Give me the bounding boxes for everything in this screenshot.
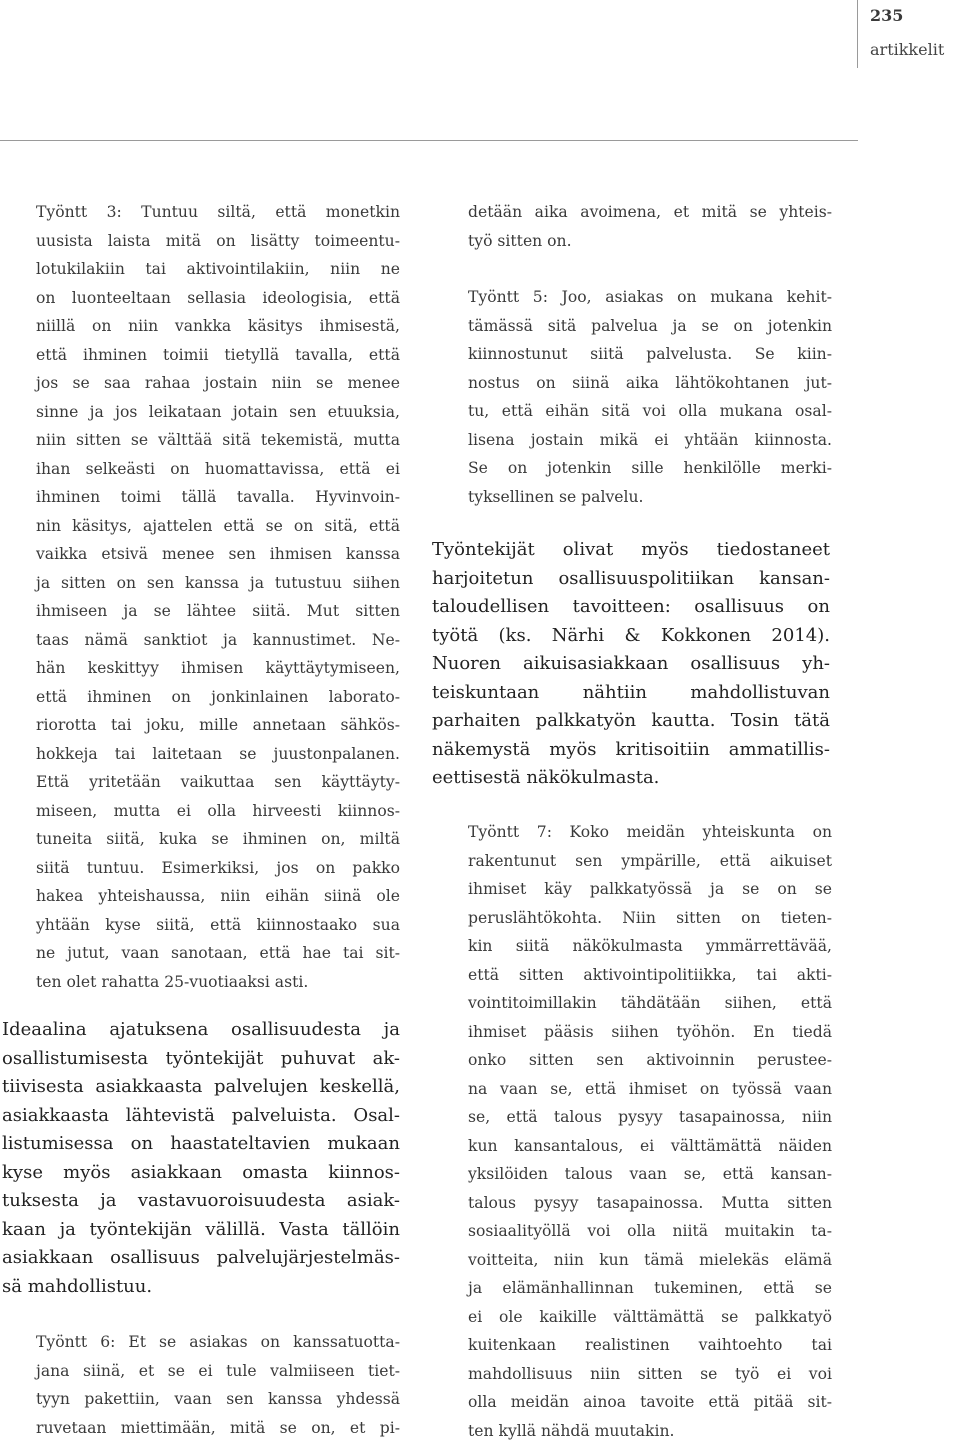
text-line: tuksesta ja vastavuoroisuudesta asiak- (2, 1187, 400, 1216)
text-line: rakentunut sen ympärille, että aikuiset (468, 847, 832, 876)
text-line: kun kansantalous, ei välttämättä näiden (468, 1132, 832, 1161)
text-line: nostus on siinä aika lähtökohtanen jut- (468, 369, 832, 398)
text-line: työ sitten on. (468, 227, 832, 256)
text-line: detään aika avoimena, et mitä se yhteis- (468, 198, 832, 227)
text-line: asiakkaasta lähtevistä palveluista. Osal- (2, 1102, 400, 1131)
text-line: jos se saa rahaa jostain niin se menee (36, 369, 400, 398)
text-line: ihmiset käy palkkatyössä ja se on se (468, 875, 832, 904)
text-line: ruvetaan miettimään, mitä se on, et pi- (36, 1414, 400, 1443)
text-line: Työntt 7: Koko meidän yhteiskunta on (468, 818, 832, 847)
text-line: sinne ja jos leikataan jotain sen etuuksia, (36, 398, 400, 427)
text-line: na vaan se, että ihmiset on työssä vaan (468, 1075, 832, 1104)
text-line: ten olet rahatta 25-vuotiaaksi asti. (36, 968, 400, 997)
text-line: lisena jostain mikä ei yhtään kiinnosta. (468, 426, 832, 455)
text-line: yhtään kyse siitä, että kiinnostaako sua (36, 911, 400, 940)
text-line: nin käsitys, ajattelen että se on sitä, että (36, 512, 400, 541)
text-line: taas nämä sanktiot ja kannustimet. Ne- (36, 626, 400, 655)
text-line: on luonteeltaan sellasia ideologisia, että (36, 284, 400, 313)
text-line: olla meidän ainoa tavoite että pitää sit- (468, 1388, 832, 1417)
text-line: kyse myös asiakkaan omasta kiinnos- (2, 1159, 400, 1188)
text-line: harjoitetun osallisuuspolitiikan kansan- (432, 565, 830, 594)
text-line: jana siinä, et se ei tule valmiiseen tiet- (36, 1357, 400, 1386)
text-line: Työntt 5: Joo, asiakas on mukana kehit- (468, 283, 832, 312)
body-paragraph-left (2, 1016, 400, 1301)
text-line: ihmiset pääsis siihen työhön. En tiedä (468, 1018, 832, 1047)
text-line: että ihminen toimii tietyllä tavalla, että (36, 341, 400, 370)
text-line: uusista laista mitä on lisätty toimeentu- (36, 227, 400, 256)
text-line: yksilöiden talous vaan se, että kansan- (468, 1160, 832, 1189)
interview-quote-5 (468, 283, 832, 511)
text-line: ja elämänhallinnan tukeminen, että se (468, 1274, 832, 1303)
text-line: ihan selkeästi on huomattavissa, että ei (36, 455, 400, 484)
text-line: kuitenkaan realistinen vaihtoehto tai (468, 1331, 832, 1360)
text-line: siitä tuntuu. Esimerkiksi, jos on pakko (36, 854, 400, 883)
text-line: tyyn pakettiin, vaan sen kanssa yhdessä (36, 1385, 400, 1414)
text-line: ne jutut, vaan sanotaan, että hae tai sit- (36, 939, 400, 968)
text-line: tämässä sitä palvelua ja se on jotenkin (468, 312, 832, 341)
text-line: sosiaalityöllä voi olla niitä muitakin ta- (468, 1217, 832, 1246)
text-line: tiivisesta asiakkaasta palvelujen keskellä, (2, 1073, 400, 1102)
text-line: talous pysyy tasapainossa. Mutta sitten (468, 1189, 832, 1218)
text-line: eettisestä näkökulmasta. (432, 764, 830, 793)
body-paragraph-right (432, 536, 830, 793)
text-line: ei ole kaikille välttämättä se palkkatyö (468, 1303, 832, 1332)
text-line: peruslähtökohta. Niin sitten on tieten- (468, 904, 832, 933)
text-line: Se on jotenkin sille henkilölle merki- (468, 454, 832, 483)
text-line: Työntt 3: Tuntuu siltä, että monetkin (36, 198, 400, 227)
text-line: riorotta tai joku, mille annetaan sähkös- (36, 711, 400, 740)
text-line: kaan ja työntekijän välillä. Vasta tällöin (2, 1216, 400, 1245)
text-line: kin siitä näkökulmasta ymmärrettävää, (468, 932, 832, 961)
section-label: artikkelit (870, 40, 944, 59)
page-number: 235 (870, 6, 903, 25)
text-line: taloudellisen tavoitteen: osallisuus on (432, 593, 830, 622)
text-line: että sitten aktivointipolitiikka, tai akti- (468, 961, 832, 990)
text-line: vointitoimillakin tähdätään siihen, että (468, 989, 832, 1018)
text-line: ja sitten on sen kanssa ja tutustuu siihen (36, 569, 400, 598)
text-line: hakea yhteishaussa, niin eihän siinä ole (36, 882, 400, 911)
text-line: työtä (ks. Närhi & Kokkonen 2014). (432, 622, 830, 651)
text-line: Työntt 6: Et se asiakas on kanssatuotta- (36, 1328, 400, 1357)
text-line: näkemystä myös kritisoitiin ammatillis- (432, 736, 830, 765)
text-line: kiinnostunut siitä palvelusta. Se kiin- (468, 340, 832, 369)
text-line: parhaiten palkkatyön kautta. Tosin tätä (432, 707, 830, 736)
text-line: osallistumisesta työntekijät puhuvat ak- (2, 1045, 400, 1074)
interview-quote-7 (468, 818, 832, 1445)
text-line: voitteita, niin kun tämä mielekäs elämä (468, 1246, 832, 1275)
header-rule (0, 140, 858, 141)
text-line: Nuoren aikuisasiakkaan osallisuus yh- (432, 650, 830, 679)
text-line: niin sitten se välttää sitä tekemistä, mutta (36, 426, 400, 455)
text-line: että ihminen on jonkinlainen laborato- (36, 683, 400, 712)
text-line: ten kyllä nähdä muutakin. (468, 1417, 832, 1445)
text-line: asiakkaan osallisuus palvelujärjestelmäs- (2, 1244, 400, 1273)
interview-quote-3 (36, 198, 400, 996)
text-line: Työntekijät olivat myös tiedostaneet (432, 536, 830, 565)
text-line: vaikka etsivä menee sen ihmisen kanssa (36, 540, 400, 569)
text-line: miseen, mutta ei olla hirveesti kiinnos- (36, 797, 400, 826)
text-line: ihminen toimi tällä tavalla. Hyvinvoin- (36, 483, 400, 512)
text-line: tuneita siitä, kuka se ihminen on, miltä (36, 825, 400, 854)
text-line: tu, että eihän sitä voi olla mukana osal- (468, 397, 832, 426)
text-line: ihmiseen ja se lähtee siitä. Mut sitten (36, 597, 400, 626)
text-line: listumisessa on haastateltavien mukaan (2, 1130, 400, 1159)
text-line: mahdollisuus niin sitten se työ ei voi (468, 1360, 832, 1389)
text-line: hokkeja tai laitetaan se juustonpalanen. (36, 740, 400, 769)
interview-quote-6 (36, 1328, 400, 1442)
text-line: sä mahdollistuu. (2, 1273, 400, 1302)
text-line: se, että talous pysyy tasapainossa, niin (468, 1103, 832, 1132)
text-line: niillä on niin vankka käsitys ihmisestä, (36, 312, 400, 341)
text-line: hän keskittyy ihmisen käyttäytymiseen, (36, 654, 400, 683)
interview-quote-6-continued (468, 198, 832, 255)
text-line: Että yritetään vaikuttaa sen käyttäyty- (36, 768, 400, 797)
text-line: Ideaalina ajatuksena osallisuudesta ja (2, 1016, 400, 1045)
text-line: onko sitten sen aktivoinnin perustee- (468, 1046, 832, 1075)
text-line: lotukilakiin tai aktivointilakiin, niin ne (36, 255, 400, 284)
text-line: tyksellinen se palvelu. (468, 483, 832, 512)
text-line: teiskuntaan nähtiin mahdollistuvan (432, 679, 830, 708)
